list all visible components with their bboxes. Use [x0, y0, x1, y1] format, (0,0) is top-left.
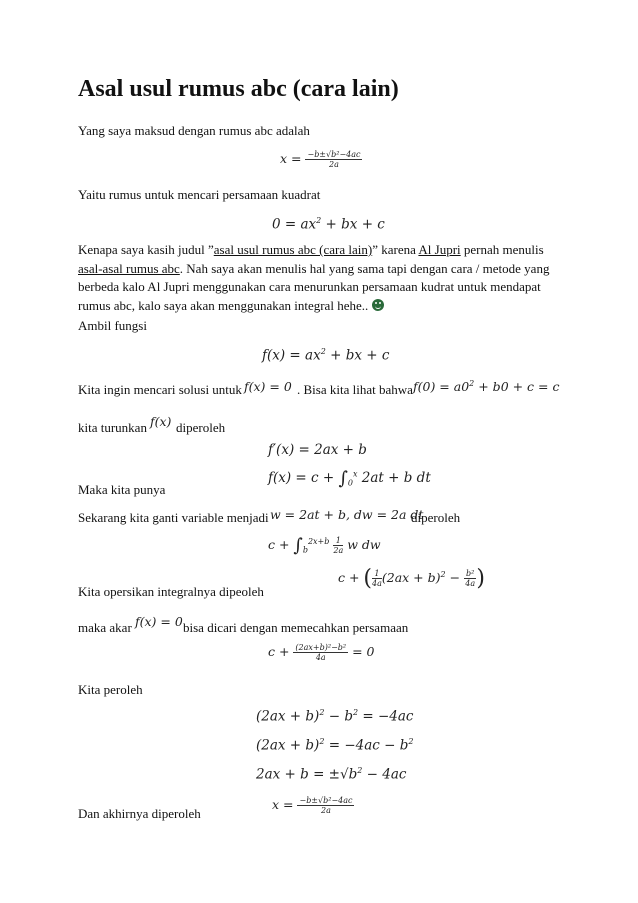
obtain-text: Kita peroleh	[78, 682, 143, 697]
solution-text-1: Kita ingin mencari solusi untuk	[78, 382, 242, 397]
smiley-icon	[372, 299, 384, 311]
operate-text: Kita opersikan integralnya dipeoleh	[78, 584, 264, 599]
formula-fx-zero-2: f(x) = 0	[135, 614, 183, 629]
explanation-text-2: ” karena	[372, 242, 419, 257]
quadratic-text: Yaitu rumus untuk mencari persamaan kuadrat	[78, 187, 321, 202]
substitute-text-1: Sekarang kita ganti variable menjadi	[78, 510, 269, 525]
formula-equation: c + $\frac{\text{(2ax+b)²−b²}}{4a}$ = 0	[268, 643, 375, 662]
formula-integral-w: $c + \int_b^{2x+b}$ $\frac{1}{2a}$ w dw	[268, 535, 381, 556]
formula-fx-inline: f(x)	[150, 414, 172, 429]
explanation-text-1: Kenapa saya kasih judul ”	[78, 242, 214, 257]
formula-f0: $f(0) = a0^2 + b0 + c = c$	[413, 379, 560, 395]
derive-text-2: diperoleh	[176, 420, 226, 435]
explanation-paragraph	[78, 241, 560, 315]
formula-step-2: $(2ax + b)^2 = -4ac - b^2$	[256, 737, 414, 754]
link-asal-asal[interactable]: asal-asal rumus abc	[78, 260, 180, 276]
link-asal-usul[interactable]: asal usul rumus abc (cara lain)	[213, 242, 373, 257]
derive-text-1: kita turunkan	[78, 420, 147, 435]
formula-substitution: w = 2at + b, dw = 2a dt	[270, 507, 424, 522]
formula-integrated: c + ( $\frac{1}{4a}$ $(2ax + b)^2$ − $\frac{\text{b²}}{4a}$ )	[338, 566, 485, 591]
explanation-text-3: pernah menulis	[460, 242, 544, 257]
roots-text-1: maka akar	[78, 620, 132, 635]
take-function-text: Ambil fungsi	[78, 318, 147, 333]
formula-abc-final: x = $\frac{\text{−b±√b²−4ac}}{2a}$	[272, 796, 353, 815]
formula-step-3: $2ax + b = \pm√b^2 - 4ac$	[256, 766, 407, 783]
formula-integral: $f(x) = c + \int_0^x$ 2at + b dt	[268, 468, 431, 489]
link-al-jupri[interactable]: Al Jupri	[418, 242, 461, 257]
formula-quadratic: $0 = ax^2$ + bx + c	[272, 216, 385, 233]
finally-text: Dan akhirnya diperoleh	[78, 806, 201, 821]
formula-abc: x = $\frac{\text{−b±√b²−4ac}}{2a}$	[280, 150, 361, 169]
explanation-text-4: . Nah saya akan menulis hal yang sama tapi dengan cara / metode yang berbeda kalo Al Jupri menggunakan cara menurunkan persamaan kudrat untuk mendapat rumus abc, kalo saya akan menggunakan integral hehe..	[78, 260, 550, 313]
formula-fx-zero: f(x) = 0	[244, 379, 292, 394]
we-have-text: Maka kita punya	[78, 482, 166, 497]
formula-fx: $f(x) = ax^2$ + bx + c	[262, 347, 390, 364]
formula-step-1: $(2ax + b)^2 - b^2 = -4ac$	[256, 708, 414, 725]
formula-derivative: f′(x) = 2ax + b	[268, 442, 367, 458]
page-title: Asal usul rumus abc (cara lain)	[78, 76, 399, 102]
solution-text-2: . Bisa kita lihat bahwa	[297, 382, 413, 397]
substitute-text-2: diperoleh	[411, 510, 461, 525]
roots-text-2: bisa dicari dengan memecahkan persamaan	[183, 620, 409, 635]
intro-text: Yang saya maksud dengan rumus abc adalah	[78, 123, 310, 138]
